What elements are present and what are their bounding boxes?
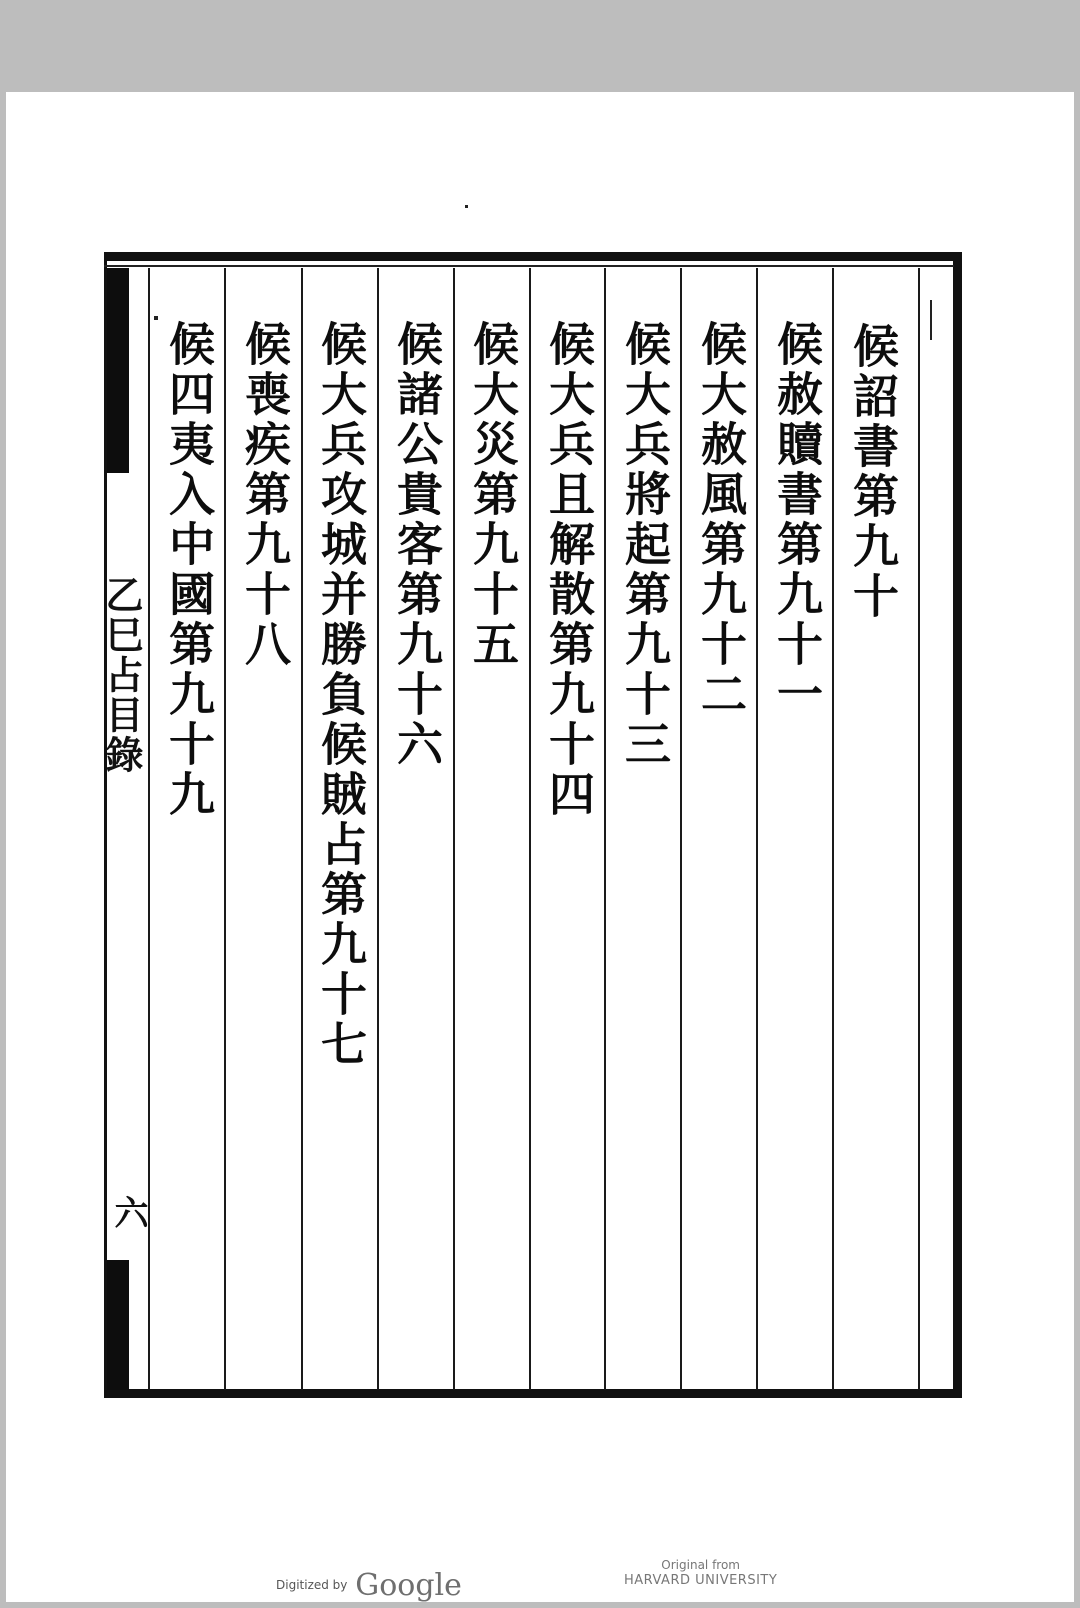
column-rule [918, 268, 920, 1390]
harvard-label: HARVARD UNIVERSITY [624, 1573, 778, 1588]
original-from-label: Original from [661, 1558, 740, 1572]
column-rule [224, 268, 226, 1390]
toc-entry-91: 候赦贖書第九十一 [770, 320, 824, 720]
toc-entry-97: 候大兵攻城并勝負候賊占第九十七 [314, 320, 368, 1070]
column-rule [756, 268, 758, 1390]
margin-block-bottom [107, 1260, 129, 1390]
margin-block-top [107, 268, 129, 473]
margin-page-number: 六 [108, 1195, 148, 1229]
toc-entry-90: 候詔書第九十 [846, 322, 900, 622]
column-rule [377, 268, 379, 1390]
column-rule [453, 268, 455, 1390]
toc-entry-94: 候大兵且解散第九十四 [542, 320, 596, 820]
digitized-by-label: Digitized by [276, 1578, 348, 1592]
toc-entry-99: 候四夷入中國第九十九 [162, 320, 216, 820]
column-rule [680, 268, 682, 1390]
scan-speck [930, 300, 932, 340]
digitized-by-google [276, 1568, 462, 1603]
column-rule [604, 268, 606, 1390]
margin-book-title: 乙巳占目錄 [99, 575, 144, 775]
toc-entry-93: 候大兵將起第九十三 [618, 320, 672, 770]
column-rule [529, 268, 531, 1390]
frame-inner-rule [104, 265, 954, 267]
original-from-harvard [624, 1558, 777, 1588]
toc-entry-95: 候大災第九十五 [466, 320, 520, 670]
scan-speck [154, 316, 158, 320]
google-logo: Google [355, 1568, 462, 1603]
toc-entry-96: 候諸公貴客第九十六 [390, 320, 444, 770]
column-rule [301, 268, 303, 1390]
toc-entry-92: 候大赦風第九十二 [694, 320, 748, 720]
toc-entry-98: 候喪疾第九十八 [238, 320, 292, 670]
scan-speck [465, 205, 468, 208]
column-rule [832, 268, 834, 1390]
